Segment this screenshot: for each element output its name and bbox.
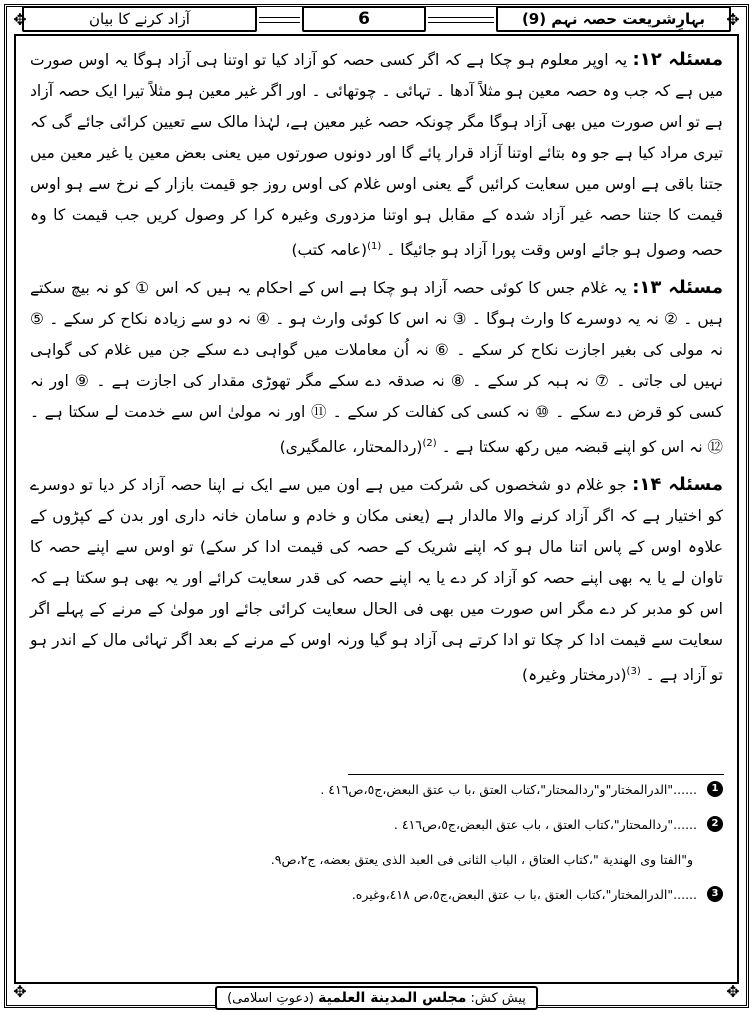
footnote-item	[30, 850, 723, 870]
publisher-credit	[215, 986, 538, 1010]
header-divider	[428, 17, 494, 23]
masala-paragraph	[30, 469, 723, 691]
publisher-name: مجلس المدینة العلمیة	[318, 990, 467, 1006]
source-citation: (ردالمحتار، عالمگیری)	[279, 438, 423, 457]
footnote-item	[30, 780, 723, 800]
footnote-number: 3	[707, 886, 723, 902]
footnote-text: ......"الدرالمختار"،كتاب العتق ،با ب عتق البعض،ج٥،ص ٤١٨،وغيره.	[351, 887, 697, 902]
paragraph-text: جو غلام دو شخصوں کی شرکت میں ہے اون میں سے ایک نے اپنا حصہ آزاد کر دیا تو دوسرے کو اختیار ہے کہ اگر آزاد کرنے والا مالدار ہے (یعنی مکان و خادم و سامان خانہ داری اور بدن کے کپڑوں کے علاوہ اوس کے پاس اتنا مال ہو کہ اپنے شریک کے حصہ کی قیمت ادا کر سکے) تو اوس سے اپنے حصہ کا تاوان لے یا یہ بھی اپنے حصہ کو آزاد کر دے یا یہ اپنے حصہ کی قدر سعایت کرائے اور یہ بھی ہو سکتا ہے کہ اس کو مدبر کر دے مگر اس صورت میں بھی فی الحال سعایت کرائی جائے اور مولیٰ کے مرنے کے پہلے اگر سعایت سے قیمت ادا کر چکا تو ادا کرتے ہی آزاد ہو گیا ورنہ اوس کے مرنے کے بعد اگر تہائی مال کے اندر ہو تو آزاد ہے ۔	[30, 476, 723, 685]
footnotes	[30, 780, 723, 920]
source-citation: (درمختار وغیرہ)	[522, 666, 627, 685]
main-text	[30, 44, 723, 697]
footnote-item	[30, 885, 723, 905]
corner-ornament-icon: ✥	[13, 10, 27, 29]
footnote-text: ......"ردالمحتار"،كتاب العتق ، باب عتق البعض،ج٥،ص٤١٦ .	[393, 817, 697, 832]
page-header	[22, 6, 731, 34]
header-divider	[259, 17, 300, 23]
paragraph-text: یہ غلام جس کا کوئی حصہ آزاد ہو چکا ہے اس کے احکام یہ ہیں کہ اس ① کو نہ بیچ سکتے ہیں ۔ ② نہ یہ دوسرے کا وارث ہوگا ۔ ③ نہ اس کا کوئی وارث ہو ۔ ④ نہ دو سے زیادہ نکاح کر سکے ۔ ⑤ نہ مولی کی بغیر اجازت نکاح کر سکے ۔ ⑥ نہ اُن معاملات میں گواہی دے سکے جن میں غلام کی گواہی نہیں لی جاتی ۔ ⑦ نہ ہبہ کر سکے ۔ ⑧ نہ صدقہ دے سکے مگر تھوڑی مقدار کی اجازت ہے ۔ ⑨ اور نہ کسی کو قرض دے سکے ۔ ⑩ نہ کسی کی کفالت کر سکے ۔ ⑪ اور نہ مولیٰ اس سے خدمت لے سکتا ہے ۔ ⑫ نہ اس کو اپنے قبضہ میں رکھ سکتا ہے ۔	[30, 279, 723, 457]
footnote-text: و"الفتا وى الهندية "،كتاب العتاق ، الباب الثانى فى العبد الذى يعتق بعضه، ج٢،ص٩.	[270, 852, 693, 867]
page-footer	[0, 986, 753, 1008]
masala-heading: مسئلہ ۱۴:	[632, 474, 723, 496]
footnote-separator	[348, 774, 724, 775]
footnote-ref[interactable]: (3)	[626, 666, 641, 678]
masala-paragraph	[30, 272, 723, 463]
page-number: 6	[302, 6, 426, 32]
source-citation: (عامہ کتب)	[291, 241, 368, 260]
corner-ornament-icon: ✥	[726, 982, 740, 1001]
paragraph-text: یہ اوپر معلوم ہو چکا ہے کہ اگر کسی حصہ کو آزاد کیا تو اوتنا ہی آزاد ہوگا یہ اوس صورت میں ہے کہ جب وہ حصہ معین ہو مثلاً آدھا ۔ تہائی ۔ چوتھائی ۔ اور اگر غیر معین ہو مثلاً تیرا ایک حصہ آزاد ہے تو اس صورت میں بھی آزاد ہوگا مگر چونکہ حصہ غیر معین ہے، لہٰذا مالک سے تعیین کرائی جائے گی کہ تیری مراد کیا ہے جو وہ بتائے اوتنا آزاد قرار پائے گا اور دونوں صورتوں میں یعنی بعض معین یا غیر معین میں جتنا باقی ہے اوس میں سعایت کرائیں گے یعنی اوس غلام کی اوس روز جو قیمت بازار کے نرخ سے ہو اوس قیمت کا جتنا حصہ غیر آزاد شدہ کے مقابل ہو اوتنا مزدوری وغیرہ کرا کر وصول کریں جب قیمت کا وہ حصہ وصول ہو جائے اوس وقت پورا آزاد ہو جائیگا ۔	[30, 51, 723, 260]
footnote-number: 2	[707, 816, 723, 832]
corner-ornament-icon: ✥	[13, 982, 27, 1001]
masala-heading: مسئلہ ۱۲:	[632, 49, 723, 70]
footnote-ref[interactable]: (1)	[367, 241, 382, 252]
footnote-ref[interactable]: (2)	[422, 438, 437, 450]
chapter-title: آزاد کرنے کا بیان	[22, 6, 257, 32]
footer-prefix: پیش کش:	[470, 991, 526, 1006]
corner-ornament-icon: ✥	[726, 10, 740, 29]
masala-heading: مسئلہ ۱۳:	[632, 277, 723, 299]
footer-suffix: (دعوتِ اسلامی)	[227, 991, 314, 1006]
footnote-text: ......"الدرالمختار"و"ردالمحتار"،کتاب العتق ،با ب عتق البعض،ج٥،ص٤١٦ .	[320, 782, 697, 797]
masala-paragraph	[30, 44, 723, 266]
footnote-item	[30, 815, 723, 835]
book-title: بہارِشریعت حصہ نہم (9)	[496, 6, 731, 32]
footnote-number: 1	[707, 781, 723, 797]
